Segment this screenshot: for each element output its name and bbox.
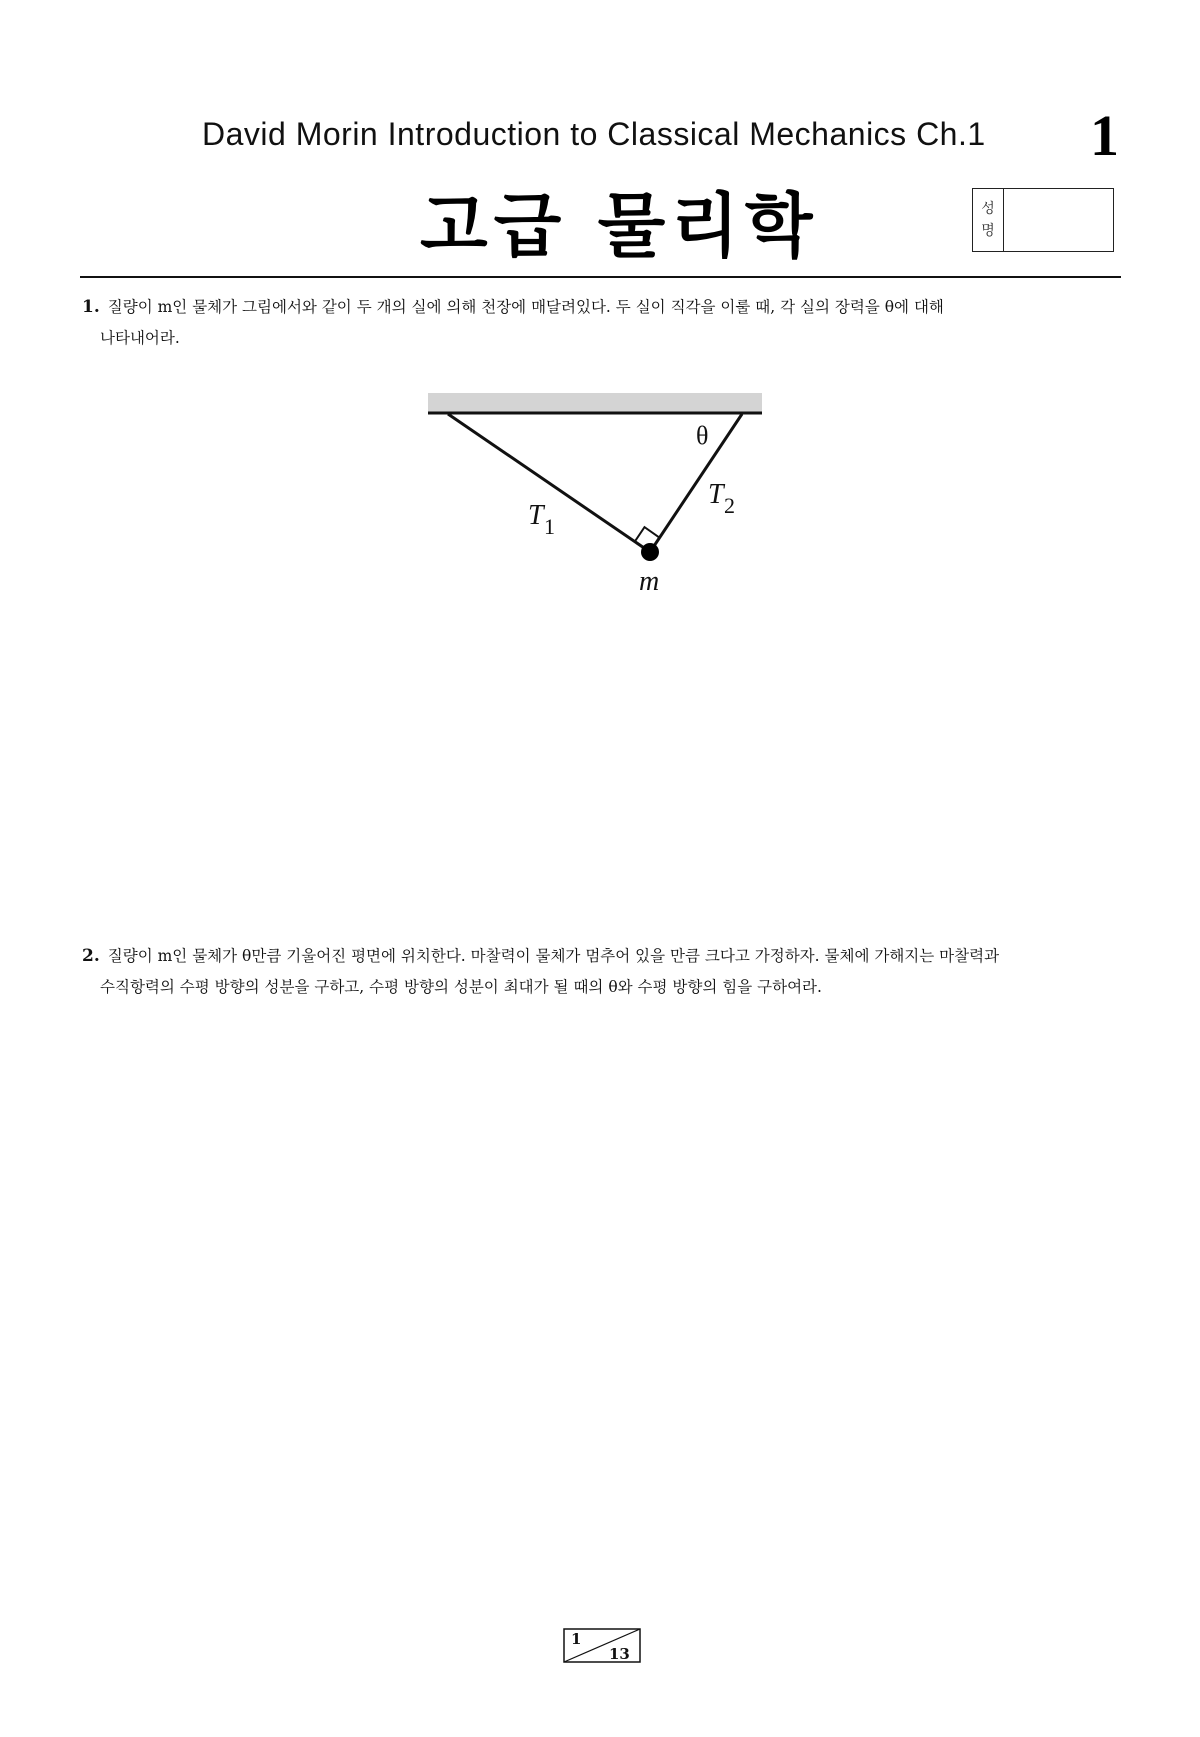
t1-subscript: 1 (544, 514, 555, 539)
name-label (973, 189, 1004, 251)
name-label-char-2: 명 (981, 223, 995, 239)
mass-dot (641, 543, 659, 561)
course-header: David Morin Introduction to Classical Mechanics Ch.1 (202, 116, 986, 152)
name-box (972, 188, 1114, 252)
page-title: 고급 물리학 (420, 185, 819, 267)
header-divider (80, 276, 1121, 278)
question-1-text-line1: 질량이 m인 물체가 그림에서와 같이 두 개의 실에 의해 천장에 매달려있다. 두 실이 직각을 이룰 때, 각 실의 장력을 θ에 대해 (107, 298, 944, 316)
question-1 (82, 292, 1122, 354)
theta-label: θ (696, 421, 709, 450)
hanging-mass-diagram (420, 388, 770, 598)
t2-label: T (708, 479, 724, 510)
question-1-number: 1. (82, 297, 100, 317)
question-1-text-line2: 나타내어라. (100, 329, 180, 347)
current-page: 1 (571, 1630, 582, 1648)
t1-label: T (528, 500, 544, 531)
mass-label: m (639, 566, 660, 597)
name-label-char-1: 성 (981, 201, 995, 217)
page-counter (563, 1628, 641, 1663)
ceiling (428, 393, 762, 413)
right-angle-marker (635, 527, 659, 542)
page-number: 1 (1090, 103, 1119, 168)
t2-subscript: 2 (724, 493, 735, 518)
total-pages: 13 (609, 1645, 630, 1663)
question-2-number: 2. (82, 946, 100, 966)
question-2-text-line1: 질량이 m인 물체가 θ만큼 기울어진 평면에 위치한다. 마찰력이 물체가 멈추어 있을 만큼 크다고 가정하자. 물체에 가해지는 마찰력과 (107, 947, 1000, 965)
question-2-text-line2: 수직항력의 수평 방향의 성분을 구하고, 수평 방향의 성분이 최대가 될 때의 θ와 수평 방향의 힘을 구하여라. (100, 978, 822, 996)
question-2 (82, 941, 1122, 1003)
